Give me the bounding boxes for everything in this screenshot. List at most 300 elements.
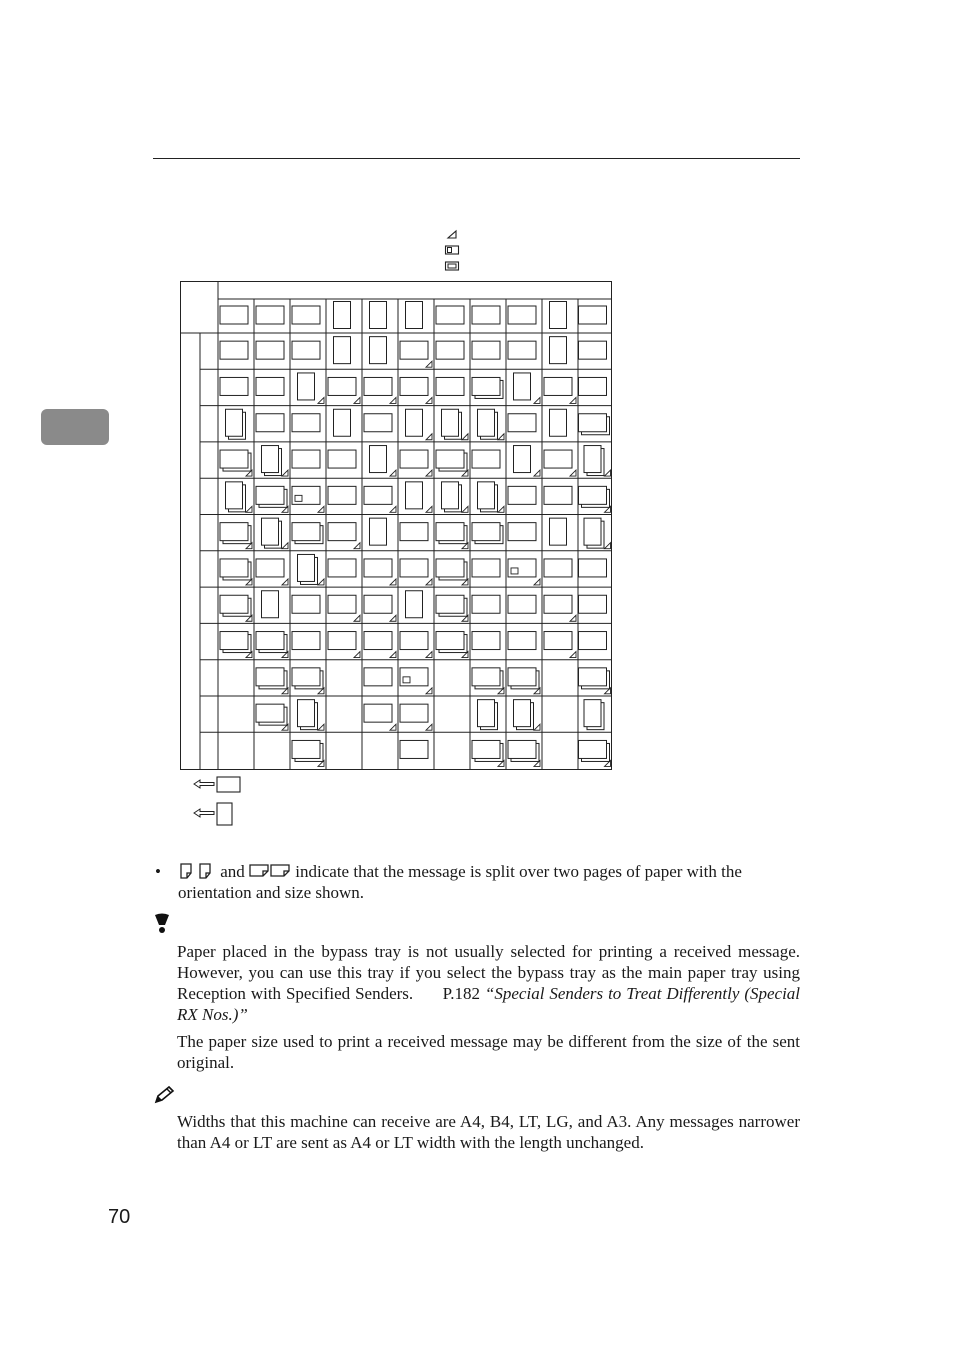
paper-icon <box>508 306 536 324</box>
reduced-mark <box>426 397 432 403</box>
paper-sheet <box>292 595 320 613</box>
paper-sheet <box>406 482 423 509</box>
paper-icon <box>508 668 540 694</box>
paper-sheet <box>364 668 392 686</box>
paper-sheet <box>436 632 464 650</box>
paper-icon <box>579 486 611 512</box>
paper-sheet <box>436 523 464 541</box>
paper-icon <box>436 377 464 395</box>
paper-sheet <box>256 306 284 324</box>
reduced-mark <box>534 724 540 730</box>
paper-icon <box>472 341 500 359</box>
reduced-mark <box>390 397 396 403</box>
paper-sheet <box>292 523 320 541</box>
reduced-mark <box>570 470 576 476</box>
paper-sheet <box>579 559 607 577</box>
paper-sheet <box>514 446 531 473</box>
paper-icon <box>472 559 500 577</box>
paper-sheet <box>262 591 279 618</box>
table-cells <box>220 302 611 767</box>
paper-sheet <box>472 306 500 324</box>
paper-sheet <box>579 668 607 686</box>
reduced-mark <box>534 470 540 476</box>
paper-sheet <box>328 523 356 541</box>
paper-icon <box>544 632 576 658</box>
paper-sheet <box>220 450 248 468</box>
split-message-bullet <box>155 861 801 903</box>
paper-sheet <box>334 337 351 364</box>
paper-sheet <box>292 740 320 758</box>
paper-icon <box>292 306 320 324</box>
paper-icon <box>472 306 500 324</box>
paper-icon <box>256 414 284 432</box>
paper-sheet <box>364 632 392 650</box>
paper-icon <box>406 591 423 618</box>
reduced-mark <box>390 652 396 658</box>
paper-sheet <box>328 632 356 650</box>
paper-icon <box>508 632 536 650</box>
paper-icon <box>226 482 253 512</box>
paper-icon <box>334 337 351 364</box>
paper-sheet <box>436 341 464 359</box>
paper-icon <box>400 341 432 367</box>
paper-icon <box>579 414 610 435</box>
paper-icon <box>256 306 284 324</box>
reduced-mark <box>354 543 360 549</box>
paper-icon <box>400 704 432 730</box>
paper-icon <box>328 559 356 577</box>
paper-icon <box>472 450 500 468</box>
paper-icon <box>579 306 607 324</box>
paper-sheet <box>579 486 607 504</box>
paper-sheet <box>544 450 572 468</box>
paper-icon <box>298 554 325 585</box>
paper-icon <box>292 740 324 766</box>
paper-sheet <box>579 306 607 324</box>
paper-sheet <box>400 341 428 359</box>
paper-sheet <box>298 700 315 727</box>
reduced-mark <box>354 652 360 658</box>
paper-icon <box>262 446 289 477</box>
paper-sheet <box>478 409 495 436</box>
paper-sheet <box>508 632 536 650</box>
paper-icon <box>472 523 503 544</box>
paper-sheet <box>364 595 392 613</box>
paper-icon <box>298 373 325 404</box>
paper-sheet <box>436 559 464 577</box>
paper-icon <box>514 373 541 404</box>
reduced-mark <box>390 470 396 476</box>
paper-icon <box>364 668 392 686</box>
paper-icon <box>584 700 604 730</box>
paper-icon <box>472 632 500 650</box>
paper-icon <box>262 518 289 549</box>
reduced-mark <box>426 361 432 367</box>
paper-sheet <box>436 377 464 395</box>
paper-icon <box>550 337 567 364</box>
paper-icon <box>400 668 432 694</box>
paper-sheet <box>579 740 607 758</box>
paper-icon <box>334 409 351 436</box>
paper-sheet <box>406 409 423 436</box>
paper-icon <box>436 450 468 476</box>
paper-sheet <box>472 668 500 686</box>
paper-icon <box>472 740 504 766</box>
paper-sheet <box>292 632 320 650</box>
paper-icon <box>364 377 396 403</box>
paper-sheet <box>400 632 428 650</box>
paper-sheet <box>472 559 500 577</box>
paper-icon <box>508 341 536 359</box>
paper-icon <box>579 668 611 694</box>
paper-icon <box>400 632 432 658</box>
paper-icon <box>478 409 505 440</box>
paper-sheet <box>544 559 572 577</box>
paper-icon <box>256 559 288 585</box>
paper-sheet <box>400 377 428 395</box>
reduced-mark <box>605 470 611 476</box>
paper-icon <box>328 523 360 549</box>
paper-icon <box>550 518 567 545</box>
reduced-mark <box>462 434 468 440</box>
reduced-mark <box>246 506 252 512</box>
paper-icon <box>292 595 320 613</box>
paper-sheet <box>400 559 428 577</box>
paper-sheet <box>220 559 248 577</box>
paper-icon <box>370 337 387 364</box>
paper-sheet <box>370 446 387 473</box>
paper-sheet <box>328 450 356 468</box>
paper-icon <box>292 523 323 544</box>
paper-sheet <box>292 306 320 324</box>
paper-sheet <box>370 302 387 329</box>
bullet-and-text: and <box>220 862 245 881</box>
paper-sheet <box>508 595 536 613</box>
caution-paragraph-1 <box>177 941 800 1025</box>
header-rule <box>153 158 800 159</box>
paper-sheet <box>508 306 536 324</box>
paper-icon <box>478 700 498 730</box>
paper-icon <box>328 632 360 658</box>
reduced-mark <box>426 688 432 694</box>
reduced-mark <box>318 397 324 403</box>
paper-sheet <box>256 341 284 359</box>
paper-sheet <box>400 704 428 722</box>
reduced-mark <box>282 543 288 549</box>
paper-icon <box>584 518 611 549</box>
paper-icon <box>292 414 320 432</box>
paper-icon <box>292 450 320 468</box>
paper-icon <box>364 486 396 512</box>
paper-icon <box>579 740 611 766</box>
paper-sheet <box>508 486 536 504</box>
reduced-mark <box>390 615 396 621</box>
paper-icon <box>328 377 360 403</box>
paper-icon <box>328 450 356 468</box>
paper-sheet <box>544 632 572 650</box>
paper-sheet <box>364 377 392 395</box>
reduced-mark <box>354 615 360 621</box>
paper-icon <box>256 341 284 359</box>
reduced-mark <box>426 724 432 730</box>
two-landscape-pages-icon <box>249 863 291 879</box>
paper-icon <box>472 595 500 613</box>
paper-icon <box>292 668 324 694</box>
reduced-mark <box>498 506 504 512</box>
paper-icon <box>400 377 432 403</box>
paper-icon <box>442 409 469 440</box>
paper-icon <box>400 450 432 476</box>
reduced-mark <box>534 397 540 403</box>
paper-sheet <box>472 523 500 541</box>
paper-sheet <box>584 518 601 545</box>
paper-sheet <box>364 704 392 722</box>
reduced-mark <box>534 579 540 585</box>
paper-sheet <box>436 595 464 613</box>
reduced-mark <box>318 724 324 730</box>
paper-sheet <box>436 306 464 324</box>
reduced-mark <box>390 724 396 730</box>
reduced-mark <box>570 615 576 621</box>
reduced-mark <box>426 470 432 476</box>
paper-sheet <box>406 591 423 618</box>
paper-sheet <box>256 486 284 504</box>
paper-sheet <box>256 414 284 432</box>
paper-sheet <box>472 740 500 758</box>
paper-sheet <box>226 482 243 509</box>
paper-sheet <box>579 595 607 613</box>
paper-icon <box>436 341 464 359</box>
paper-icon <box>364 595 396 621</box>
paper-sheet <box>292 668 320 686</box>
paper-sheet <box>334 409 351 436</box>
paper-icon <box>370 446 397 477</box>
paper-sheet <box>328 595 356 613</box>
paper-sheet <box>579 632 607 650</box>
paper-sheet <box>292 414 320 432</box>
paper-sheet <box>226 409 243 436</box>
paper-sheet <box>328 377 356 395</box>
paper-icon <box>256 632 288 658</box>
paper-icon <box>406 302 423 329</box>
paper-sheet <box>472 632 500 650</box>
reduced-mark <box>318 506 324 512</box>
paper-sheet <box>478 700 495 727</box>
reduced-mark <box>390 506 396 512</box>
caution-page-ref: P.182 <box>442 984 480 1003</box>
paper-icon <box>406 482 433 512</box>
paper-icon <box>406 409 433 440</box>
paper-icon <box>400 523 428 541</box>
paper-sheet <box>370 337 387 364</box>
paper-sheet <box>544 486 572 504</box>
paper-icon <box>226 409 246 439</box>
paper-sheet <box>220 595 248 613</box>
paper-sheet <box>544 595 572 613</box>
paper-icon <box>220 632 252 658</box>
paper-icon <box>328 595 360 621</box>
paper-sheet <box>256 668 284 686</box>
paper-sheet <box>472 377 500 395</box>
paper-icon <box>508 414 536 432</box>
paper-icon <box>220 450 252 476</box>
paper-icon <box>436 523 468 549</box>
paper-icon <box>544 450 576 476</box>
paper-sheet <box>256 377 284 395</box>
paper-icon <box>262 591 279 618</box>
paper-size-table <box>180 281 612 771</box>
feed-direction-portrait-icon <box>192 801 244 827</box>
paper-icon <box>436 559 468 585</box>
rotated-print-icon <box>444 260 460 272</box>
paper-sheet <box>514 700 531 727</box>
reduced-mark <box>282 470 288 476</box>
paper-icon <box>292 632 320 650</box>
paper-sheet <box>478 482 495 509</box>
paper-icon <box>292 341 320 359</box>
reduced-mark <box>570 652 576 658</box>
paper-sheet <box>220 341 248 359</box>
paper-sheet <box>298 554 315 581</box>
paper-icon <box>292 486 324 512</box>
paper-sheet <box>334 302 351 329</box>
paper-icon <box>436 632 468 658</box>
paper-sheet <box>298 373 315 400</box>
pencil-note-icon <box>153 1085 175 1105</box>
paper-sheet <box>370 518 387 545</box>
paper-icon <box>508 486 536 504</box>
paper-icon <box>364 632 396 658</box>
paper-sheet <box>550 518 567 545</box>
paper-icon <box>220 306 248 324</box>
paper-sheet <box>328 559 356 577</box>
paper-sheet <box>550 337 567 364</box>
reduced-mark <box>426 434 432 440</box>
paper-sheet <box>472 595 500 613</box>
paper-icon <box>256 668 288 694</box>
reduced-mark <box>318 579 324 585</box>
reduced-mark <box>498 434 504 440</box>
paper-icon <box>436 306 464 324</box>
paper-sheet <box>364 559 392 577</box>
paper-sheet <box>508 414 536 432</box>
reduced-mark <box>605 543 611 549</box>
caution-paragraph-2: The paper size used to print a received message may be different from the size of the sent original. <box>177 1032 800 1072</box>
paper-icon <box>220 523 252 549</box>
paper-sheet <box>508 523 536 541</box>
paper-sheet <box>472 450 500 468</box>
paper-icon <box>579 632 607 650</box>
paper-sheet <box>406 302 423 329</box>
paper-icon <box>508 559 540 585</box>
paper-icon <box>544 595 576 621</box>
paper-icon <box>508 523 536 541</box>
paper-sheet <box>472 341 500 359</box>
paper-icon <box>514 700 541 731</box>
paper-sheet <box>220 632 248 650</box>
paper-icon <box>550 409 567 436</box>
paper-sheet <box>508 341 536 359</box>
reduced-mark <box>354 397 360 403</box>
paper-icon <box>550 302 567 329</box>
bullet-text: indicate that the message is split over two pages of paper with the orientation and size shown. <box>178 862 742 902</box>
caution-ref-title: “Special Senders to Treat Differently (Special RX Nos.)” <box>177 984 801 1024</box>
reduced-print-icon <box>444 228 460 240</box>
paper-icon <box>514 446 541 477</box>
paper-icon <box>364 559 396 585</box>
reduced-mark <box>462 506 468 512</box>
paper-sheet <box>256 704 284 722</box>
paper-icon <box>298 700 325 731</box>
paper-icon <box>436 595 468 621</box>
paper-icon <box>364 704 396 730</box>
paper-sheet <box>364 486 392 504</box>
paper-sheet <box>220 523 248 541</box>
paper-icon <box>364 414 392 432</box>
paper-icon <box>400 740 428 758</box>
paper-icon <box>584 446 611 477</box>
paper-sheet <box>508 668 536 686</box>
paper-icon <box>220 341 248 359</box>
paper-sheet <box>544 377 572 395</box>
paper-icon <box>508 595 536 613</box>
paper-icon <box>579 341 607 359</box>
paper-icon <box>478 482 505 512</box>
paper-icon <box>544 377 576 403</box>
reduced-mark <box>282 579 288 585</box>
paper-sheet <box>579 341 607 359</box>
paper-sheet <box>256 559 284 577</box>
paper-icon <box>256 704 288 730</box>
paper-sheet <box>436 450 464 468</box>
bullet-dot: • <box>155 862 161 881</box>
page-number: 70 <box>108 1206 131 1228</box>
paper-sheet <box>220 306 248 324</box>
reduced-mark <box>426 579 432 585</box>
paper-icon <box>544 486 572 504</box>
paper-icon <box>370 302 387 329</box>
paper-sheet <box>442 482 459 509</box>
paper-sheet <box>256 632 284 650</box>
paper-icon <box>508 740 540 766</box>
paper-icon <box>579 559 607 577</box>
paper-icon <box>328 486 356 504</box>
paper-sheet <box>579 377 607 395</box>
paper-icon <box>544 559 572 577</box>
paper-sheet <box>328 486 356 504</box>
paper-icon <box>370 518 387 545</box>
paper-icon <box>256 377 284 395</box>
paper-sheet <box>262 518 279 545</box>
paper-sheet <box>262 446 279 473</box>
paper-icon <box>472 377 503 398</box>
paper-icon <box>472 668 504 694</box>
paper-icon <box>334 302 351 329</box>
reduced-mark <box>390 579 396 585</box>
reduced-mark <box>426 506 432 512</box>
paper-icon <box>220 377 248 395</box>
paper-sheet <box>550 302 567 329</box>
paper-sheet <box>550 409 567 436</box>
paper-sheet <box>292 450 320 468</box>
paper-icon <box>442 482 469 512</box>
chapter-tab-marker <box>41 409 109 445</box>
paper-sheet <box>508 740 536 758</box>
paper-sheet <box>514 373 531 400</box>
caution-icon <box>153 913 171 935</box>
paper-icon <box>579 595 607 613</box>
split-page-icon <box>444 244 460 256</box>
